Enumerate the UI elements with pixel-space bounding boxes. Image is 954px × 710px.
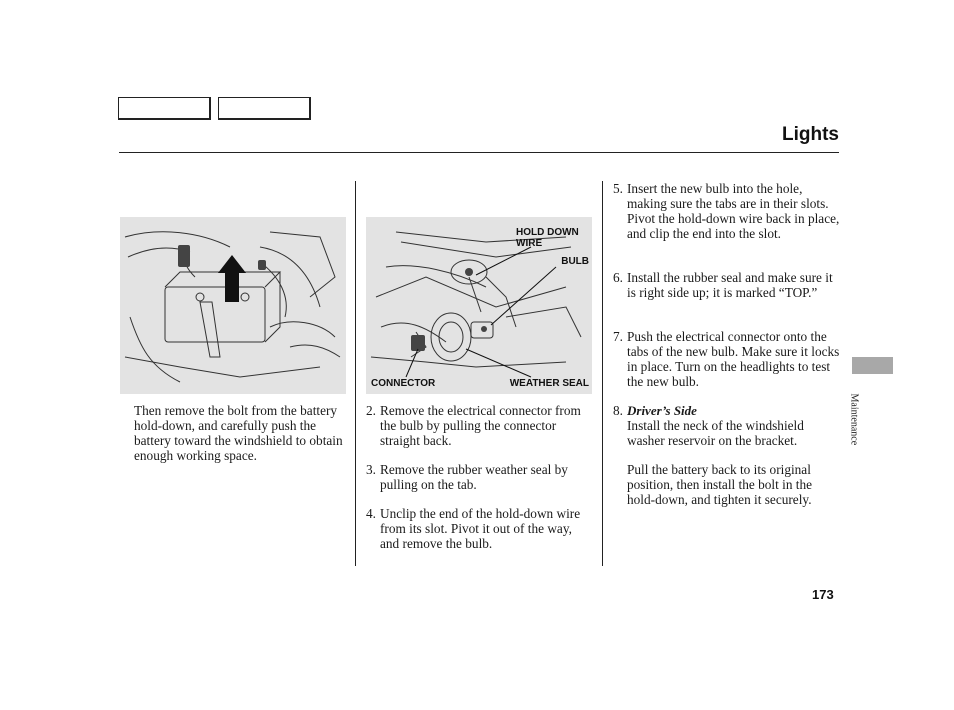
step-number: 2. [366, 403, 376, 418]
step-text: Install the rubber seal and make sure it is right side up; it is marked “TOP.” [627, 270, 833, 300]
nav-button-previous[interactable] [118, 97, 211, 120]
step-number: 4. [366, 506, 376, 521]
label-hold-down-wire-line2: WIRE [516, 238, 543, 249]
label-hold-down-wire-line1: HOLD DOWN [516, 227, 579, 238]
battery-illustration [120, 217, 346, 394]
label-connector: CONNECTOR [371, 378, 436, 389]
section-label: Maintenance [848, 393, 860, 446]
section-tab-maintenance[interactable] [852, 357, 893, 374]
page-number: 173 [812, 587, 834, 602]
column-divider-1 [355, 181, 356, 566]
nav-button-next[interactable] [218, 97, 311, 120]
step-subtitle-drivers-side: Driver’s Side [627, 403, 697, 418]
step-text: Push the electrical connector onto the tabs of the new bulb. Make sure it locks in place. Turn on the headlights to test the new bulb. [627, 329, 840, 389]
step-number: 6. [613, 270, 623, 285]
label-weather-seal: WEATHER SEAL [509, 378, 589, 389]
battery-reinstall-instructions: Pull the battery back to its original position, then install the bolt in the hold-down, and tighten it securely. [627, 462, 813, 507]
step-number: 7. [613, 329, 623, 344]
step-text: Unclip the end of the hold-down wire from its slot. Pivot it out of the way, and remove the bulb. [380, 506, 581, 551]
step-text: Remove the rubber weather seal by pulling on the tab. [380, 462, 568, 492]
step-text: Insert the new bulb into the hole, making sure the tabs are in their slots. Pivot the hold-down wire back in place, and clip the end into the slot. [627, 181, 840, 241]
headlight-drawing [366, 217, 592, 394]
step-number: 8. [613, 403, 623, 418]
column-divider-2 [602, 181, 603, 566]
step-content [627, 403, 841, 448]
step-number: 3. [366, 462, 376, 477]
step-text: Install the neck of the windshield washer reservoir on the bracket. [627, 418, 804, 448]
label-bulb: BULB [561, 256, 589, 267]
step-text: Remove the electrical connector from the bulb by pulling the connector straight back. [380, 403, 581, 448]
battery-drawing [120, 217, 346, 394]
page-title: Lights [782, 124, 839, 145]
header-divider [119, 152, 839, 153]
step-number: 5. [613, 181, 623, 196]
headlight-illustration [366, 217, 592, 394]
battery-instructions: Then remove the bolt from the battery hold-down, and carefully push the battery toward the windshield to obtain enough working space. [134, 403, 343, 463]
